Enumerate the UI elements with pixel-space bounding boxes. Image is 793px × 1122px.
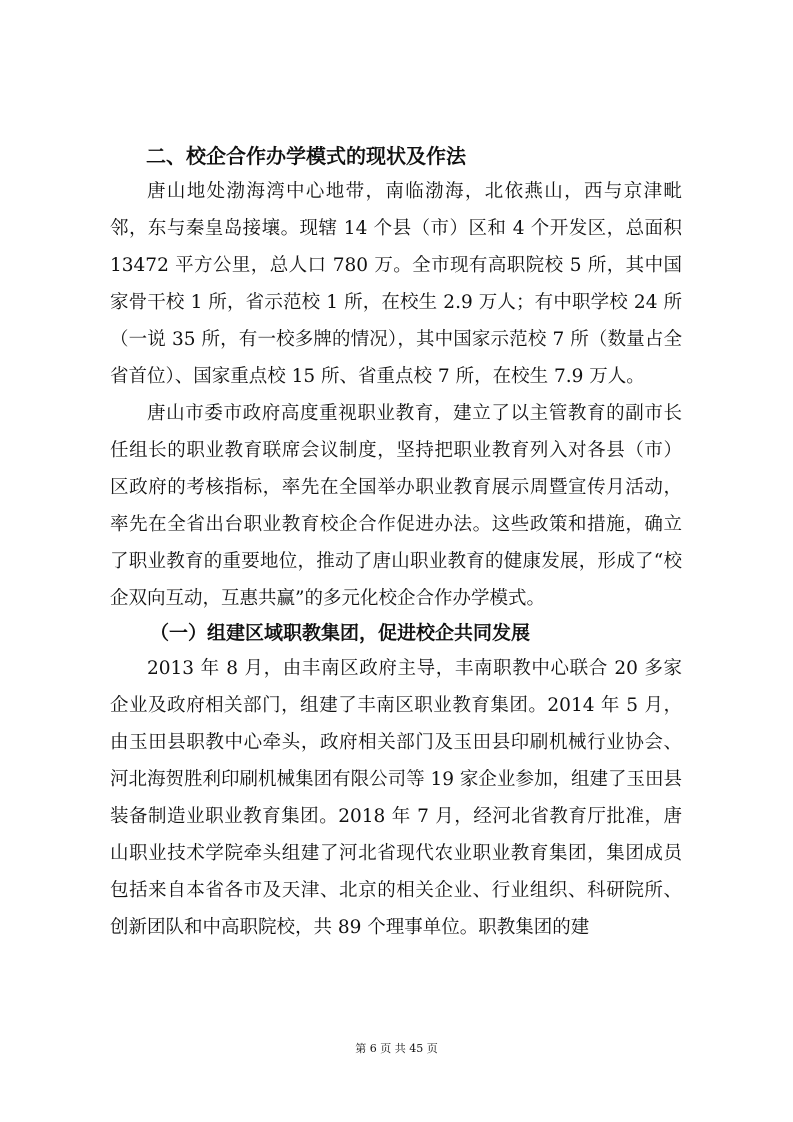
paragraph-2: 唐山市委市政府高度重视职业教育，建立了以主管教育的副市长任组长的职业教育联席会议制度，坚持把职业教育列入对各县（市）区政府的考核指标，率先在全国举办职业教育展示周暨宣传月活动，率先在全省出台职业教育校企合作促进办法。这些政策和措施，确立了职业教育的重要地位，推动了唐山职业教育的健康发展，形成了“校企双向互动，互惠共赢”的多元化校企合作办学模式。 (110, 403, 682, 609)
paragraph-3: 2013 年 8 月，由丰南区政府主导，丰南职教中心联合 20 多家企业及政府相关部门，组建了丰南区职业教育集团。2014 年 5 月，由玉田县职教中心牵头，政府相关部门及玉田县印刷机械行业协会、河北海贺胜利印刷机械集团有限公司等 19 家企业参加，组建了玉田县装备制造业职业教育集团。2018 年 7 月，经河北省教育厅批准，唐山职业技术学院牵头组建了河北省现代农业职业教育集团，集团成员包括来自本省各市及天津、北京的相关企业、行业组织、科研院所、创新团队和中高职院校，共 89 个理事单位。职教集团的建 (110, 658, 682, 938)
document-body (110, 140, 682, 946)
section-heading: 二、校企合作办学模式的现状及作法 (146, 144, 466, 168)
page-number: 第 6 页 共 45 页 (355, 1042, 438, 1055)
paragraph-1: 唐山地处渤海湾中心地带，南临渤海，北依燕山，西与京津毗邻，东与秦皇岛接壤。现辖 14 个县（市）区和 4 个开发区，总面积 13472 平方公里，总人口 780 万。全市现有高职院校 5 所，其中国家骨干校 1 所，省示范校 1 所，在校生 2.9 万人；有中职学校 24 所（一说 35 所，有一校多牌的情况），其中国家示范校 7 所（数量占全省首位）、国家重点校 15 所、省重点校 7 所，在校生 7.9 万人。 (110, 181, 682, 387)
subsection-heading: （一）组建区域职教集团，促进校企共同发展 (150, 622, 531, 644)
